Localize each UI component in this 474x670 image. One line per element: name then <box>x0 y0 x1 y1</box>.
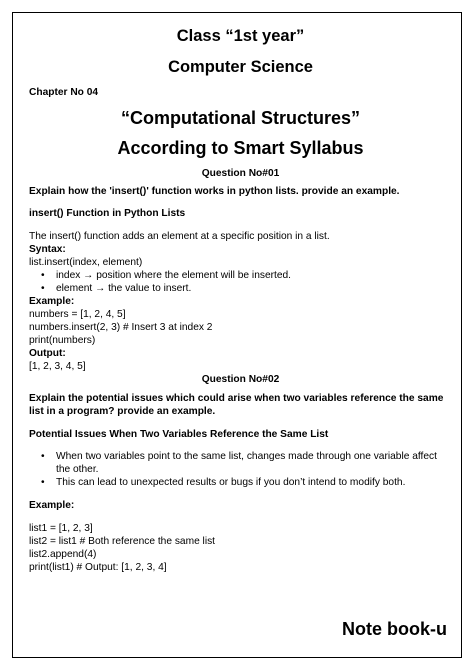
code-line: list2 = list1 # Both reference the same list <box>29 536 216 547</box>
question-1-label: Question No#01 <box>201 168 280 179</box>
syntax-label: Syntax: <box>29 244 66 255</box>
list-item-text: When two variables point to the same list, changes made through one variable affect the other. <box>56 451 437 475</box>
question-2-label: Question No#02 <box>201 374 280 385</box>
question-2-text: Explain the potential issues which could arise when two variables reference the same list in a program? provide an example. <box>29 393 444 417</box>
list-item-text: element → the value to insert. <box>56 283 192 294</box>
example-label: Example: <box>29 296 75 307</box>
syntax-bullet-list <box>29 269 452 295</box>
chapter-label: Chapter No 04 <box>29 87 99 98</box>
footer-note: Note book-u <box>342 619 447 639</box>
list-item <box>41 476 452 489</box>
list-item-text: index → position where the element will be inserted. <box>56 270 292 281</box>
code-line: print(list1) # Output: [1, 2, 3, 4] <box>29 562 167 573</box>
topic-title: “Computational Structures” <box>120 108 361 128</box>
question-1-text: Explain how the 'insert()' function works in python lists. provide an example. <box>29 186 400 197</box>
list-item <box>41 282 452 295</box>
page-content <box>29 26 452 574</box>
code-line: print(numbers) <box>29 335 96 346</box>
code-line: numbers = [1, 2, 4, 5] <box>29 309 126 320</box>
syllabus-title: According to Smart Syllabus <box>117 138 364 158</box>
example-code-block <box>29 308 452 347</box>
class-title: Class “1st year” <box>176 27 305 45</box>
example-code-block <box>29 522 452 574</box>
list-item-text: This can lead to unexpected results or bugs if you don’t intend to modify both. <box>56 477 406 488</box>
list-item <box>41 269 452 282</box>
example-label: Example: <box>29 500 75 511</box>
code-line: list2.append(4) <box>29 549 97 560</box>
code-line: numbers.insert(2, 3) # Insert 3 at index 2 <box>29 322 213 333</box>
question-1-heading: insert() Function in Python Lists <box>29 208 186 219</box>
question-1-intro: The insert() function adds an element at a specific position in a list. <box>29 231 330 242</box>
output-label: Output: <box>29 348 66 359</box>
bullet-icon: • <box>41 270 45 281</box>
question-2-heading: Potential Issues When Two Variables Reference the Same List <box>29 429 329 440</box>
bullet-icon: • <box>41 283 45 294</box>
issues-bullet-list <box>29 450 452 489</box>
bullet-icon: • <box>41 451 45 462</box>
subject-title: Computer Science <box>168 58 313 76</box>
output-value: [1, 2, 3, 4, 5] <box>29 361 86 372</box>
bullet-icon: • <box>41 477 45 488</box>
code-line: list1 = [1, 2, 3] <box>29 523 93 534</box>
syntax-code: list.insert(index, element) <box>29 257 143 268</box>
list-item <box>41 450 452 476</box>
